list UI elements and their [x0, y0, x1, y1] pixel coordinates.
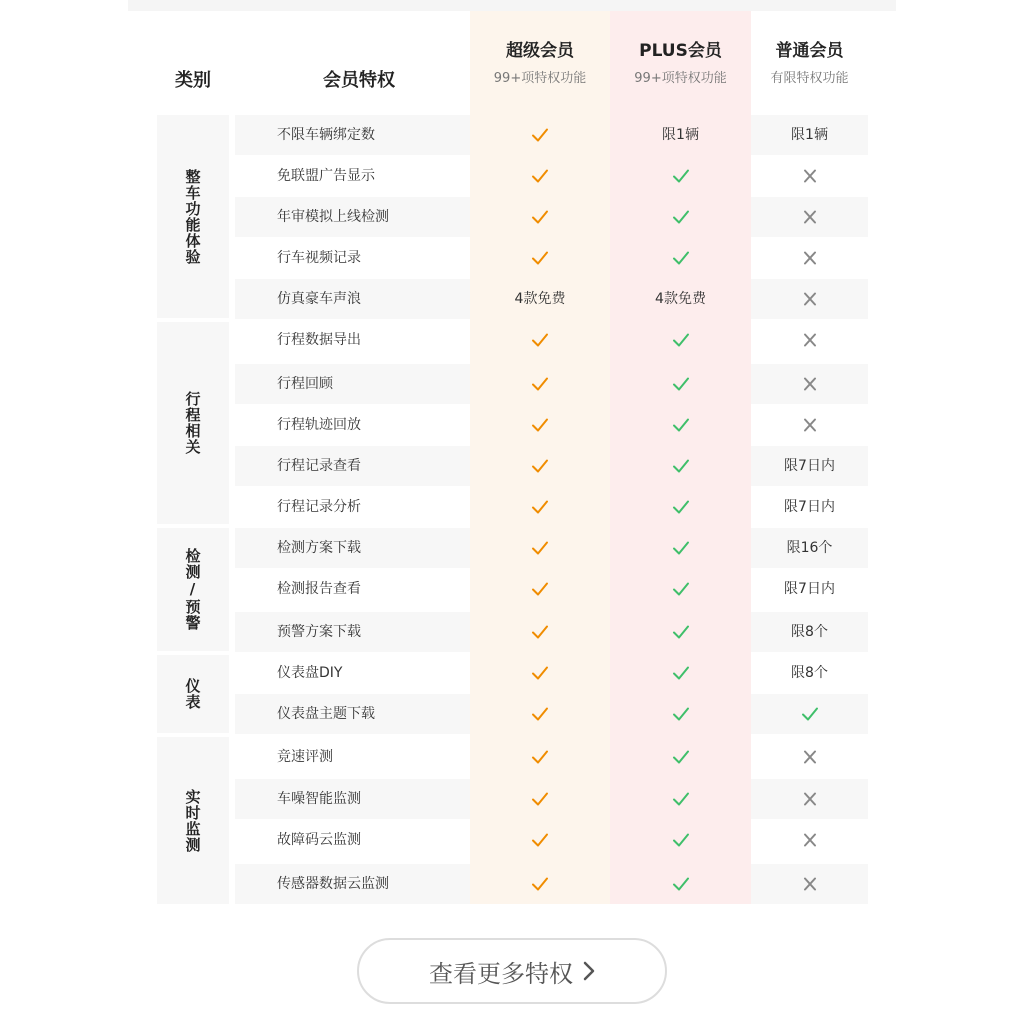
table-row [235, 653, 868, 693]
check-icon [672, 417, 690, 433]
table-row [235, 487, 868, 527]
plus-member-cell: 限1辆 [662, 127, 699, 143]
normal-member-cell [751, 779, 868, 819]
feature-name: 仪表盘主题下载 [277, 706, 375, 722]
check-icon [531, 127, 549, 143]
super-member-cell [470, 864, 610, 904]
feature-name: 预警方案下载 [277, 624, 361, 640]
normal-member-subtitle: 有限特权功能 [770, 71, 849, 86]
plus-member-cell [610, 820, 751, 860]
plus-member-cell [610, 737, 751, 777]
view-more-label: 查看更多特权 [429, 959, 573, 988]
check-icon [672, 250, 690, 266]
check-icon [672, 749, 690, 765]
check-icon [531, 706, 549, 722]
check-icon [531, 832, 549, 848]
table-row [235, 569, 868, 609]
normal-member-header [751, 40, 868, 88]
cross-icon [801, 291, 819, 307]
table-row [235, 364, 868, 404]
category-label: 检测/预警 [183, 548, 202, 631]
feature-name: 行车视频记录 [277, 250, 361, 266]
cross-icon [801, 417, 819, 433]
cross-icon [801, 749, 819, 765]
super-member-cell [470, 238, 610, 278]
check-icon [672, 458, 690, 474]
check-icon [672, 581, 690, 597]
category-header: 类别 [175, 70, 211, 91]
plus-member-cell [610, 364, 751, 404]
normal-member-cell: 限8个 [791, 665, 828, 681]
table-row [235, 779, 868, 819]
category-dashboard [157, 655, 229, 733]
table-row [235, 737, 868, 777]
category-detection-warning [157, 528, 229, 651]
plus-member-header [610, 40, 751, 88]
super-member-cell [470, 694, 610, 734]
table-row [235, 528, 868, 568]
check-icon [531, 499, 549, 515]
normal-member-cell [751, 197, 868, 237]
super-member-subtitle: 99+项特权功能 [493, 71, 587, 86]
feature-name: 竞速评测 [277, 749, 333, 765]
cross-icon [801, 376, 819, 392]
check-icon [531, 376, 549, 392]
category-label: 行程相关 [183, 391, 202, 455]
plus-member-subtitle: 99+项特权功能 [634, 71, 727, 86]
check-icon [531, 749, 549, 765]
cross-icon [801, 832, 819, 848]
feature-name: 年审模拟上线检测 [277, 209, 389, 225]
super-member-cell [470, 156, 610, 196]
check-icon [672, 332, 690, 348]
normal-member-cell [751, 279, 868, 319]
feature-name: 检测报告查看 [277, 581, 361, 597]
table-row [235, 405, 868, 445]
feature-name: 车噪智能监测 [277, 791, 361, 807]
table-row [235, 864, 868, 904]
check-icon [672, 832, 690, 848]
check-icon [672, 499, 690, 515]
super-member-cell [470, 653, 610, 693]
cross-icon [801, 876, 819, 892]
feature-name: 行程记录查看 [277, 458, 361, 474]
check-icon [531, 417, 549, 433]
table-row [235, 115, 868, 155]
normal-member-cell [751, 694, 868, 734]
normal-member-cell [751, 156, 868, 196]
category-label: 整车功能体验 [183, 168, 202, 265]
normal-member-cell [751, 820, 868, 860]
table-row [235, 446, 868, 486]
normal-member-cell [751, 737, 868, 777]
table-row [235, 694, 868, 734]
check-icon [531, 209, 549, 225]
check-icon [531, 665, 549, 681]
super-member-cell [470, 528, 610, 568]
normal-member-cell: 限1辆 [791, 127, 828, 143]
feature-name: 行程数据导出 [277, 332, 361, 348]
check-icon [672, 876, 690, 892]
plus-member-cell [610, 569, 751, 609]
super-member-title: 超级会员 [506, 41, 574, 61]
plus-member-cell [610, 238, 751, 278]
table-row [235, 612, 868, 652]
normal-member-cell [751, 238, 868, 278]
plus-member-cell [610, 694, 751, 734]
cross-icon [801, 250, 819, 266]
feature-name: 故障码云监测 [277, 832, 361, 848]
check-icon [531, 581, 549, 597]
super-member-cell [470, 779, 610, 819]
super-member-cell [470, 405, 610, 445]
chevron-right-icon [583, 961, 595, 981]
check-icon [531, 540, 549, 556]
normal-member-cell: 限7日内 [784, 581, 835, 597]
table-row [235, 820, 868, 860]
normal-member-cell [751, 405, 868, 445]
plus-member-cell: 4款免费 [655, 291, 706, 307]
feature-name: 行程轨迹回放 [277, 417, 361, 433]
view-more-privileges-button[interactable] [357, 938, 667, 1004]
check-icon [531, 332, 549, 348]
check-icon [672, 706, 690, 722]
feature-name: 不限车辆绑定数 [277, 127, 375, 143]
super-member-header [470, 40, 610, 88]
check-icon [672, 791, 690, 807]
plus-member-cell [610, 487, 751, 527]
super-member-cell [470, 115, 610, 155]
super-member-cell [470, 487, 610, 527]
super-member-cell [470, 320, 610, 360]
category-vehicle-experience [157, 115, 229, 318]
cross-icon [801, 332, 819, 348]
category-label: 实时监测 [183, 788, 202, 853]
feature-name: 行程记录分析 [277, 499, 361, 515]
table-row [235, 279, 868, 319]
cross-icon [801, 209, 819, 225]
check-icon [531, 624, 549, 640]
plus-member-cell [610, 779, 751, 819]
feature-header: 会员特权 [323, 70, 395, 91]
super-member-cell: 4款免费 [514, 291, 566, 307]
check-icon [672, 209, 690, 225]
table-row [235, 320, 868, 360]
check-icon [672, 168, 690, 184]
check-icon [672, 665, 690, 681]
plus-member-cell [610, 528, 751, 568]
table-row [235, 238, 868, 278]
super-member-cell [470, 612, 610, 652]
check-icon [672, 376, 690, 392]
normal-member-cell: 限8个 [791, 624, 828, 640]
normal-member-title: 普通会员 [775, 41, 844, 61]
plus-member-cell [610, 446, 751, 486]
plus-member-title: PLUS会员 [639, 41, 722, 61]
table-row [235, 156, 868, 196]
super-member-cell [470, 446, 610, 486]
top-divider-bar [128, 0, 896, 11]
feature-name: 检测方案下载 [277, 540, 361, 556]
cross-icon [801, 791, 819, 807]
check-icon [531, 168, 549, 184]
cross-icon [801, 168, 819, 184]
table-row [235, 197, 868, 237]
normal-member-cell [751, 364, 868, 404]
feature-name: 行程回顾 [277, 376, 333, 392]
plus-member-cell [610, 864, 751, 904]
category-realtime-monitor [157, 737, 229, 904]
check-icon [531, 250, 549, 266]
feature-name: 免联盟广告显示 [277, 168, 375, 184]
row-shade [235, 364, 470, 404]
check-icon [672, 540, 690, 556]
normal-member-cell [751, 320, 868, 360]
category-label: 仪表 [183, 678, 202, 710]
super-member-cell [470, 737, 610, 777]
category-trip [157, 322, 229, 524]
plus-member-cell [610, 156, 751, 196]
super-member-cell [470, 197, 610, 237]
feature-name: 传感器数据云监测 [277, 876, 389, 892]
check-icon [531, 458, 549, 474]
plus-member-cell [610, 197, 751, 237]
super-member-cell [470, 820, 610, 860]
super-member-cell [470, 569, 610, 609]
plus-member-cell [610, 320, 751, 360]
normal-member-cell: 限7日内 [784, 458, 835, 474]
check-icon [531, 876, 549, 892]
plus-member-cell [610, 612, 751, 652]
plus-member-cell [610, 405, 751, 445]
check-icon [801, 706, 819, 722]
feature-name: 仪表盘DIY [277, 665, 343, 681]
super-member-cell [470, 364, 610, 404]
normal-member-cell: 限7日内 [784, 499, 835, 515]
normal-member-cell: 限16个 [786, 540, 833, 556]
check-icon [672, 624, 690, 640]
normal-member-cell [751, 864, 868, 904]
feature-name: 仿真豪车声浪 [277, 291, 361, 307]
plus-member-cell [610, 653, 751, 693]
check-icon [531, 791, 549, 807]
